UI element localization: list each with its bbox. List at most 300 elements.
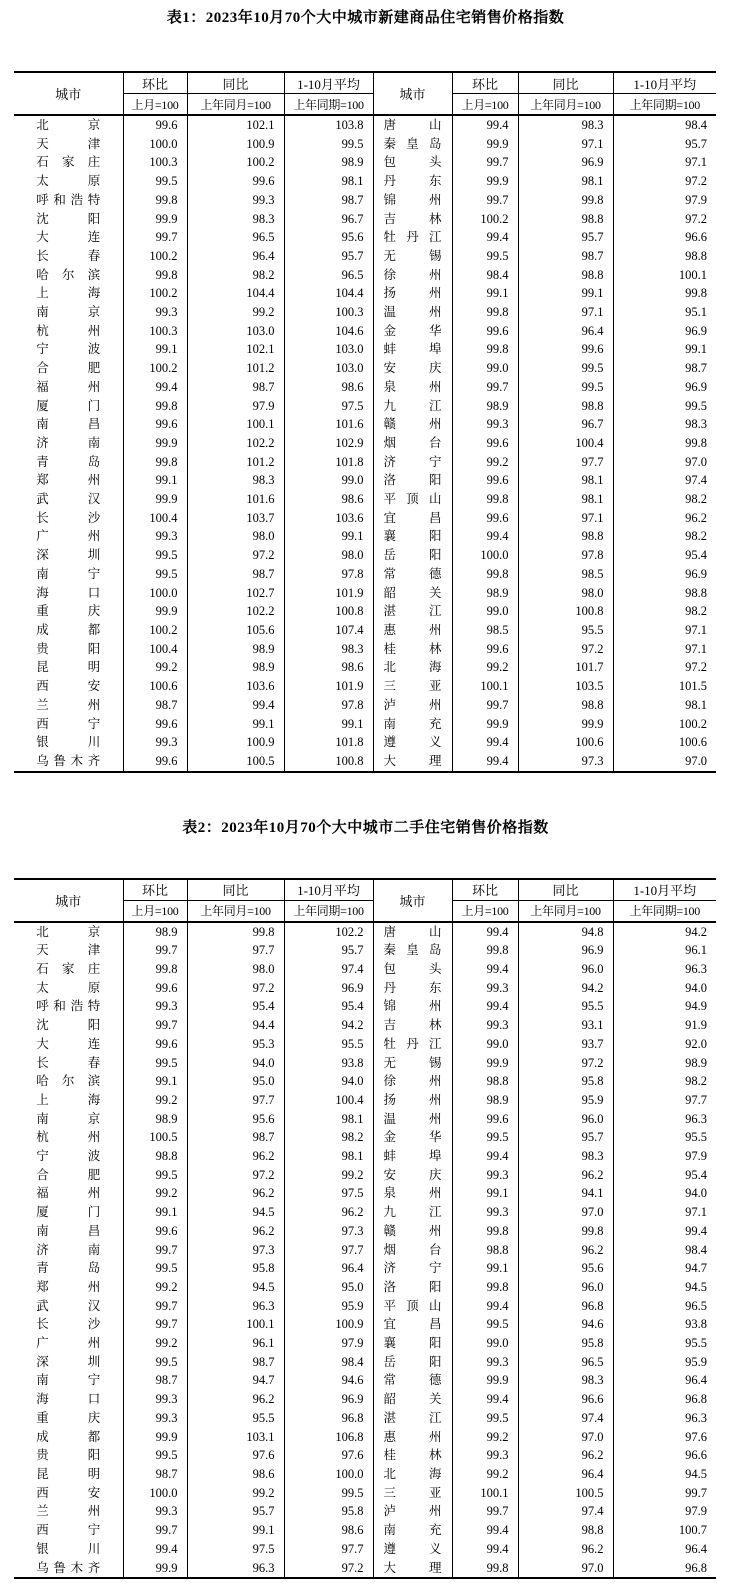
new-home-price-table: [14, 71, 716, 773]
table-row: [14, 997, 716, 1016]
city-name: 温州: [383, 1111, 442, 1126]
city-name: 乌鲁木齐: [36, 1560, 101, 1575]
city-cell: [373, 584, 452, 603]
city-name: 遵义: [383, 735, 442, 750]
index-value-cell: 97.2: [187, 1166, 284, 1185]
index-value-cell: 100.8: [284, 752, 373, 772]
header-avg-right: 1-10月平均: [613, 879, 716, 901]
city-name: 遵义: [383, 1541, 442, 1556]
index-value-cell: 99.6: [452, 509, 518, 528]
city-name: 贵阳: [36, 1448, 101, 1463]
index-value-cell: 98.7: [518, 247, 613, 266]
index-value-cell: 94.2: [685, 924, 707, 939]
index-value-cell: 97.2: [187, 979, 284, 998]
city-name: 太原: [36, 174, 101, 189]
index-value-cell: 99.2: [123, 1334, 187, 1353]
city-name: 襄阳: [383, 529, 442, 544]
index-value-cell: 99.8: [123, 453, 187, 472]
second-hand-price-table: [14, 878, 716, 1580]
city-cell: [14, 733, 123, 752]
index-value-cell: 95.4: [685, 548, 707, 563]
index-value-cell: 95.9: [518, 1091, 613, 1110]
table-row: [14, 1072, 716, 1091]
city-cell: [14, 191, 123, 210]
index-value-cell: 101.9: [284, 584, 373, 603]
city-cell: [14, 960, 123, 979]
city-cell: [373, 733, 452, 752]
city-name: 济南: [36, 1242, 101, 1257]
city-cell: [14, 434, 123, 453]
index-value-cell: 98.6: [187, 1465, 284, 1484]
table-row: [14, 1054, 716, 1073]
index-value-cell: 96.8: [685, 1392, 707, 1407]
header-avg-base-left: 上年同期=100: [284, 900, 373, 922]
city-name: 南充: [383, 1523, 442, 1538]
index-value-cell: 100.0: [123, 135, 187, 154]
index-value-cell: 104.4: [284, 284, 373, 303]
table-row: [14, 1484, 716, 1503]
index-value-cell: 99.1: [284, 527, 373, 546]
city-name: 徐州: [383, 1074, 442, 1089]
index-value-cell: 96.5: [284, 266, 373, 285]
index-value-cell: 100.5: [518, 1484, 613, 1503]
index-value-cell: 94.6: [284, 1371, 373, 1390]
index-value-cell: 99.6: [452, 434, 518, 453]
city-cell: [373, 658, 452, 677]
index-value-cell: 100.7: [678, 1523, 707, 1538]
city-name: 武汉: [36, 1298, 101, 1313]
city-cell: [373, 1315, 452, 1334]
index-value-cell: 94.0: [284, 1072, 373, 1091]
city-name: 大理: [383, 1560, 442, 1575]
city-cell: [14, 378, 123, 397]
index-value-cell: 102.1: [187, 340, 284, 359]
city-name: 安庆: [383, 361, 442, 376]
city-cell: [373, 1559, 452, 1579]
index-value-cell: 103.8: [284, 115, 373, 135]
city-name: 石家庄: [36, 962, 101, 977]
index-value-cell: 99.6: [452, 322, 518, 341]
city-cell: [14, 322, 123, 341]
index-value-cell: 97.6: [284, 1446, 373, 1465]
index-value-cell: 99.1: [452, 284, 518, 303]
city-name: 哈尔滨: [36, 267, 101, 282]
header-avg-right: 1-10月平均: [613, 72, 716, 94]
header-mom-left: 环比: [123, 72, 187, 94]
table-row: [14, 1521, 716, 1540]
city-cell: [373, 322, 452, 341]
city-cell: [373, 210, 452, 229]
city-cell: [14, 1428, 123, 1447]
city-name: 吉林: [383, 1018, 442, 1033]
city-cell: [373, 1035, 452, 1054]
index-value-cell: 96.0: [518, 1110, 613, 1129]
index-value-cell: 99.6: [123, 1035, 187, 1054]
city-name: 安庆: [383, 1167, 442, 1182]
city-name: 杭州: [36, 323, 101, 338]
city-name: 天津: [36, 136, 101, 151]
index-value-cell: 99.1: [284, 715, 373, 734]
index-value-cell: 97.8: [284, 565, 373, 584]
table-row: [14, 210, 716, 229]
index-value-cell: 96.3: [685, 1111, 707, 1126]
index-value-cell: 96.5: [685, 1298, 707, 1313]
index-value-cell: 99.5: [452, 247, 518, 266]
index-value-cell: 97.9: [187, 397, 284, 416]
index-value-cell: 95.5: [685, 1336, 707, 1351]
city-cell: [373, 172, 452, 191]
index-value-cell: 100.1: [452, 1484, 518, 1503]
index-value-cell: 100.0: [452, 546, 518, 565]
index-value-cell: 99.6: [123, 1222, 187, 1241]
index-value-cell: 99.8: [452, 565, 518, 584]
index-value-cell: 99.9: [123, 434, 187, 453]
city-name: 赣州: [383, 1223, 442, 1238]
index-value-cell: 99.5: [452, 1409, 518, 1428]
index-value-cell: 100.8: [284, 602, 373, 621]
table-row: [14, 922, 716, 942]
index-value-cell: 101.8: [284, 733, 373, 752]
index-value-cell: 93.7: [518, 1035, 613, 1054]
index-value-cell: 99.7: [123, 228, 187, 247]
index-value-cell: 96.2: [187, 1184, 284, 1203]
index-value-cell: 99.8: [685, 286, 707, 301]
index-value-cell: 96.5: [187, 228, 284, 247]
index-value-cell: 100.5: [187, 752, 284, 772]
index-value-cell: 99.3: [452, 415, 518, 434]
index-value-cell: 99.8: [518, 1222, 613, 1241]
table-row: [14, 1371, 716, 1390]
index-value-cell: 97.1: [685, 155, 707, 170]
city-cell: [14, 1110, 123, 1129]
city-cell: [14, 565, 123, 584]
index-value-cell: 99.7: [452, 696, 518, 715]
index-value-cell: 99.5: [452, 1315, 518, 1334]
index-value-cell: 96.4: [518, 322, 613, 341]
city-name: 岳阳: [383, 548, 442, 563]
index-value-cell: 99.6: [452, 471, 518, 490]
city-cell: [14, 1222, 123, 1241]
index-value-cell: 98.2: [685, 1074, 707, 1089]
index-value-cell: 97.1: [685, 1205, 707, 1220]
index-value-cell: 98.3: [284, 640, 373, 659]
header-mom-left: 环比: [123, 879, 187, 901]
table-row: [14, 378, 716, 397]
table-row: [14, 1502, 716, 1521]
index-value-cell: 99.5: [123, 546, 187, 565]
table-row: [14, 1446, 716, 1465]
index-value-cell: 98.1: [518, 471, 613, 490]
city-cell: [373, 1091, 452, 1110]
index-value-cell: 97.0: [685, 753, 707, 768]
city-cell: [14, 1016, 123, 1035]
city-cell: [373, 1128, 452, 1147]
index-value-cell: 93.8: [284, 1054, 373, 1073]
index-value-cell: 102.1: [187, 115, 284, 135]
table-row: [14, 752, 716, 772]
city-name: 郑州: [36, 473, 101, 488]
index-value-cell: 97.2: [518, 1054, 613, 1073]
index-value-cell: 95.8: [518, 1072, 613, 1091]
index-value-cell: 100.3: [123, 153, 187, 172]
index-value-cell: 99.6: [123, 115, 187, 135]
index-value-cell: 98.9: [452, 1091, 518, 1110]
table-row: [14, 1353, 716, 1372]
city-cell: [373, 378, 452, 397]
city-name: 石家庄: [36, 155, 101, 170]
index-value-cell: 103.1: [187, 1428, 284, 1447]
index-value-cell: 99.9: [123, 490, 187, 509]
index-value-cell: 99.5: [123, 1054, 187, 1073]
index-value-cell: 100.9: [284, 1315, 373, 1334]
index-value-cell: 96.6: [685, 1448, 707, 1463]
city-cell: [373, 960, 452, 979]
index-value-cell: 96.0: [518, 960, 613, 979]
city-name: 扬州: [383, 286, 442, 301]
city-name: 沈阳: [36, 1018, 101, 1033]
city-name: 金华: [383, 1130, 442, 1145]
city-name: 温州: [383, 305, 442, 320]
table-row: [14, 471, 716, 490]
index-value-cell: 98.6: [284, 378, 373, 397]
header-yoy-left: 同比: [187, 72, 284, 94]
city-name: 桂林: [383, 641, 442, 656]
index-value-cell: 99.5: [518, 378, 613, 397]
city-name: 无锡: [383, 1055, 442, 1070]
city-name: 乌鲁木齐: [36, 753, 101, 768]
table-row: [14, 115, 716, 135]
index-value-cell: 100.2: [123, 359, 187, 378]
index-value-cell: 96.7: [284, 210, 373, 229]
city-cell: [14, 997, 123, 1016]
index-value-cell: 98.1: [284, 1110, 373, 1129]
index-value-cell: 100.1: [678, 267, 707, 282]
city-name: 福州: [36, 379, 101, 394]
index-value-cell: 101.9: [284, 677, 373, 696]
index-value-cell: 98.7: [685, 361, 707, 376]
city-cell: [373, 1259, 452, 1278]
index-value-cell: 98.9: [685, 1055, 707, 1070]
index-value-cell: 99.2: [123, 1184, 187, 1203]
index-value-cell: 97.2: [685, 211, 707, 226]
city-cell: [373, 284, 452, 303]
city-name: 北海: [383, 1467, 442, 1481]
table-row: [14, 1147, 716, 1166]
index-value-cell: 99.5: [123, 1166, 187, 1185]
index-value-cell: 94.0: [187, 1054, 284, 1073]
index-value-cell: 98.9: [123, 1110, 187, 1129]
city-cell: [14, 1054, 123, 1073]
index-value-cell: 94.4: [187, 1016, 284, 1035]
city-cell: [373, 228, 452, 247]
city-cell: [14, 584, 123, 603]
index-value-cell: 99.8: [452, 490, 518, 509]
table-row: [14, 584, 716, 603]
city-name: 扬州: [383, 1092, 442, 1107]
index-value-cell: 99.4: [452, 1147, 518, 1166]
index-value-cell: 104.4: [187, 284, 284, 303]
city-name: 秦皇岛: [383, 136, 442, 151]
city-name: 福州: [36, 1186, 101, 1201]
index-value-cell: 95.0: [187, 1072, 284, 1091]
table-row: [14, 1278, 716, 1297]
city-cell: [14, 115, 123, 135]
index-value-cell: 99.1: [123, 471, 187, 490]
index-value-cell: 97.7: [685, 1092, 707, 1107]
header-mom-base-right: 上月=100: [452, 900, 518, 922]
index-value-cell: 98.3: [187, 471, 284, 490]
index-value-cell: 100.2: [452, 210, 518, 229]
index-value-cell: 97.2: [518, 640, 613, 659]
city-name: 大连: [36, 230, 101, 245]
index-value-cell: 94.5: [685, 1467, 707, 1481]
city-cell: [373, 640, 452, 659]
index-value-cell: 100.5: [123, 1128, 187, 1147]
table-row: [14, 453, 716, 472]
city-cell: [373, 1484, 452, 1503]
city-name: 烟台: [383, 435, 442, 450]
index-value-cell: 99.3: [452, 1203, 518, 1222]
city-name: 广州: [36, 1336, 101, 1351]
index-value-cell: 99.6: [123, 715, 187, 734]
index-value-cell: 98.3: [518, 1371, 613, 1390]
index-value-cell: 98.1: [518, 172, 613, 191]
index-value-cell: 96.9: [284, 1390, 373, 1409]
index-value-cell: 100.4: [123, 640, 187, 659]
index-value-cell: 99.3: [123, 303, 187, 322]
city-cell: [373, 471, 452, 490]
index-value-cell: 100.6: [123, 677, 187, 696]
city-name: 广州: [36, 529, 101, 544]
header-avg-base-right: 上年同期=100: [613, 900, 716, 922]
index-value-cell: 99.6: [452, 640, 518, 659]
index-value-cell: 99.2: [123, 1278, 187, 1297]
city-name: 湛江: [383, 1410, 442, 1425]
index-value-cell: 99.4: [452, 527, 518, 546]
city-cell: [14, 340, 123, 359]
index-value-cell: 96.9: [685, 323, 707, 338]
city-cell: [373, 453, 452, 472]
city-cell: [14, 1540, 123, 1559]
table-row: [14, 621, 716, 640]
index-value-cell: 96.1: [187, 1334, 284, 1353]
index-value-cell: 103.0: [284, 359, 373, 378]
index-value-cell: 95.7: [518, 1128, 613, 1147]
index-value-cell: 103.6: [284, 509, 373, 528]
city-name: 平顶山: [383, 492, 442, 507]
index-value-cell: 94.0: [685, 980, 707, 995]
city-name: 呼和浩特: [36, 192, 101, 207]
index-value-cell: 98.8: [518, 397, 613, 416]
table-row: [14, 546, 716, 565]
index-value-cell: 98.7: [123, 1465, 187, 1484]
index-value-cell: 99.2: [452, 1428, 518, 1447]
city-name: 洛阳: [383, 1279, 442, 1294]
index-value-cell: 94.2: [518, 979, 613, 998]
table2-title: 表2：2023年10月70个大中城市二手住宅销售价格指数: [182, 819, 549, 836]
index-value-cell: 99.8: [685, 435, 707, 450]
city-name: 北海: [383, 660, 442, 675]
index-value-cell: 102.2: [187, 602, 284, 621]
index-value-cell: 98.8: [518, 1521, 613, 1540]
index-value-cell: 101.5: [678, 679, 707, 694]
index-value-cell: 99.4: [685, 1223, 707, 1238]
index-value-cell: 98.8: [518, 266, 613, 285]
table-row: [14, 1128, 716, 1147]
index-value-cell: 99.6: [123, 415, 187, 434]
index-value-cell: 97.9: [284, 1334, 373, 1353]
index-value-cell: 95.5: [518, 997, 613, 1016]
header-mom-base-left: 上月=100: [123, 900, 187, 922]
city-cell: [14, 266, 123, 285]
city-name: 三亚: [383, 679, 442, 694]
city-name: 金华: [383, 323, 442, 338]
index-value-cell: 99.2: [284, 1166, 373, 1185]
index-value-cell: 99.4: [452, 752, 518, 772]
index-value-cell: 98.1: [518, 490, 613, 509]
city-cell: [14, 1409, 123, 1428]
index-value-cell: 96.2: [187, 1147, 284, 1166]
index-value-cell: 97.7: [284, 1540, 373, 1559]
index-value-cell: 100.0: [123, 584, 187, 603]
index-value-cell: 98.5: [518, 565, 613, 584]
header-mom-right: 环比: [452, 72, 518, 94]
index-value-cell: 100.2: [123, 247, 187, 266]
index-value-cell: 97.7: [518, 453, 613, 472]
city-cell: [373, 1241, 452, 1260]
table-row: [14, 677, 716, 696]
table2-body: [14, 922, 716, 1579]
city-name: 南充: [383, 716, 442, 731]
index-value-cell: 99.1: [518, 284, 613, 303]
index-value-cell: 96.5: [518, 1353, 613, 1372]
index-value-cell: 96.6: [518, 1390, 613, 1409]
index-value-cell: 97.8: [284, 696, 373, 715]
table-row: [14, 1016, 716, 1035]
index-value-cell: 100.2: [187, 153, 284, 172]
city-name: 南京: [36, 305, 101, 320]
index-value-cell: 97.6: [187, 1446, 284, 1465]
index-value-cell: 99.8: [518, 191, 613, 210]
index-value-cell: 99.8: [452, 1278, 518, 1297]
index-value-cell: 102.2: [284, 922, 373, 942]
city-name: 南昌: [36, 1223, 101, 1238]
index-value-cell: 98.7: [123, 696, 187, 715]
table-row: [14, 733, 716, 752]
city-cell: [373, 1203, 452, 1222]
table-row: [14, 1091, 716, 1110]
index-value-cell: 99.4: [452, 997, 518, 1016]
index-value-cell: 94.5: [685, 1279, 707, 1294]
city-cell: [373, 1390, 452, 1409]
index-value-cell: 99.9: [452, 135, 518, 154]
index-value-cell: 98.2: [685, 529, 707, 544]
index-value-cell: 96.3: [187, 1559, 284, 1579]
index-value-cell: 98.9: [452, 397, 518, 416]
index-value-cell: 96.4: [187, 247, 284, 266]
index-value-cell: 95.7: [187, 1502, 284, 1521]
index-value-cell: 96.9: [518, 153, 613, 172]
city-name: 青岛: [36, 1261, 101, 1276]
city-cell: [14, 1315, 123, 1334]
index-value-cell: 97.7: [187, 1091, 284, 1110]
index-value-cell: 94.2: [284, 1016, 373, 1035]
index-value-cell: 95.8: [187, 1259, 284, 1278]
index-value-cell: 99.0: [452, 602, 518, 621]
index-value-cell: 95.4: [685, 1167, 707, 1182]
city-cell: [373, 359, 452, 378]
index-value-cell: 91.9: [685, 1018, 707, 1033]
